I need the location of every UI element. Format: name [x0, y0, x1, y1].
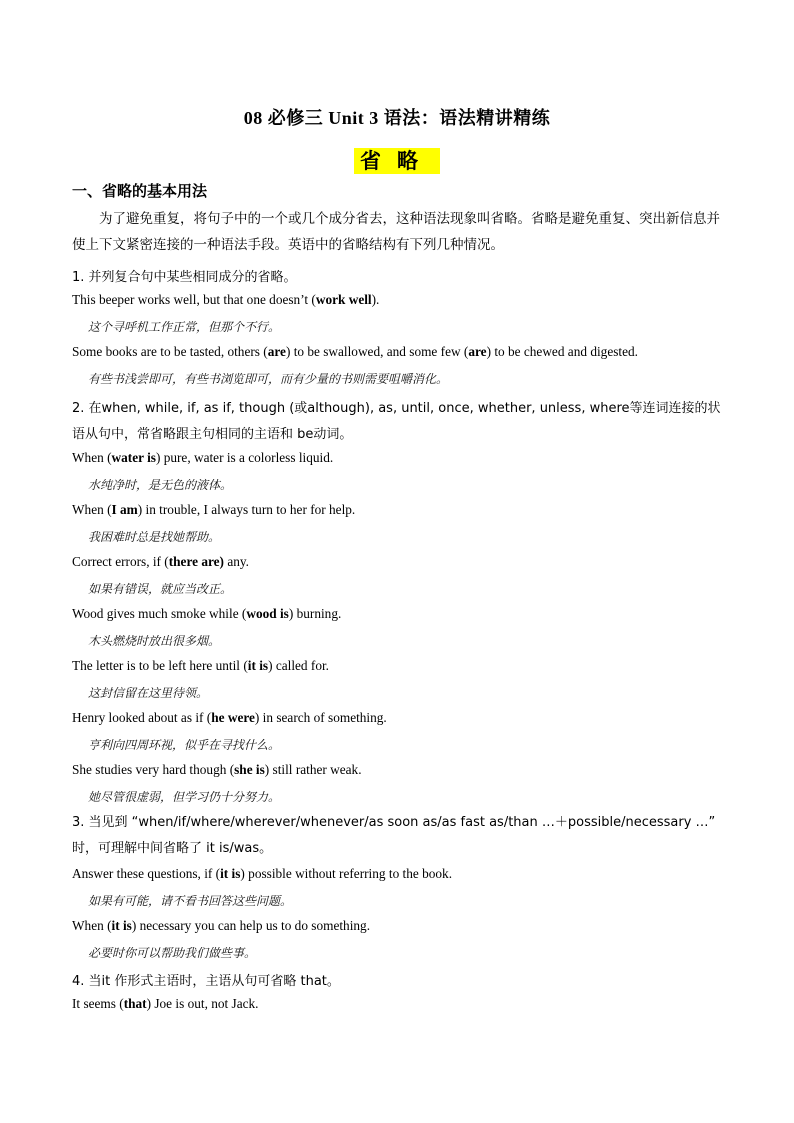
point-1: 1. 并列复合句中某些相同成分的省略。: [72, 270, 297, 285]
example-sentence: When (I am) in trouble, I always turn to her for help.: [72, 502, 356, 517]
example-sentence: This beeper works well, but that one doesn’t (work well).: [72, 292, 380, 307]
example-translation: 我困难时总是找她帮助。: [88, 530, 221, 544]
example-sentence: Answer these questions, if (it is) possible without referring to the book.: [72, 866, 453, 881]
example-sentence: When (water is) pure, water is a colorless liquid.: [72, 450, 334, 465]
example-sentence: Henry looked about as if (he were) in search of something.: [72, 710, 387, 725]
example-translation: 她尽管很虚弱，但学习仍十分努力。: [88, 790, 281, 804]
document-subtitle: [0, 145, 794, 175]
document-title: 08 必修三 Unit 3 语法：语法精讲精练: [243, 108, 551, 128]
example-sentence: When (it is) necessary you can help us to do something.: [72, 918, 371, 933]
example-sentence: Some books are to be tasted, others (are) to be swallowed, and some few (are) to be chewed and digested.: [72, 344, 638, 359]
point-3: 3. 当见到 “when/if/where/wherever/whenever/as soon as/as fast as/than …＋possible/necessary …” 时，可理解中间省略了 it is/was。: [72, 815, 716, 856]
example-translation: 水纯净时，是无色的液体。: [88, 478, 233, 492]
highlighted-subtitle: 省略: [354, 148, 440, 174]
example-translation: 亨利向四周环视，似乎在寻找什么。: [88, 738, 281, 752]
example-translation: 木头燃烧时放出很多烟。: [88, 634, 221, 648]
section-heading: 一、省略的基本用法: [72, 182, 208, 200]
example-sentence: The letter is to be left here until (it is) called for.: [72, 658, 329, 673]
point-2: 2. 在when, while, if, as if, though (或although), as, until, once, whether, unless, where等连词连接的状语从句中，常省略跟主句相同的主语和 be动词。: [72, 401, 721, 442]
example-translation: 如果有错误，就应当改正。: [88, 582, 233, 596]
example-translation: 这个寻呼机工作正常，但那个不行。: [88, 320, 281, 334]
example-translation: 必要时你可以帮助我们做些事。: [88, 946, 257, 960]
example-sentence: It seems (that) Joe is out, not Jack.: [72, 996, 259, 1011]
example-translation: 这封信留在这里待领。: [88, 686, 209, 700]
example-sentence: Wood gives much smoke while (wood is) burning.: [72, 606, 342, 621]
example-sentence: Correct errors, if (there are) any.: [72, 554, 249, 569]
point-4: 4. 当it 作形式主语时，主语从句可省略 that。: [72, 974, 340, 989]
example-sentence: She studies very hard though (she is) still rather weak.: [72, 762, 362, 777]
example-translation: 如果有可能，请不看书回答这些问题。: [88, 894, 293, 908]
example-translation: 有些书浅尝即可，有些书浏览即可，而有少量的书则需要咀嚼消化。: [88, 372, 449, 386]
intro-paragraph: 为了避免重复，将句子中的一个或几个成分省去，这种语法现象叫省略。省略是避免重复、突出新信息并使上下文紧密连接的一种语法手段。英语中的省略结构有下列几种情况。: [72, 211, 720, 253]
